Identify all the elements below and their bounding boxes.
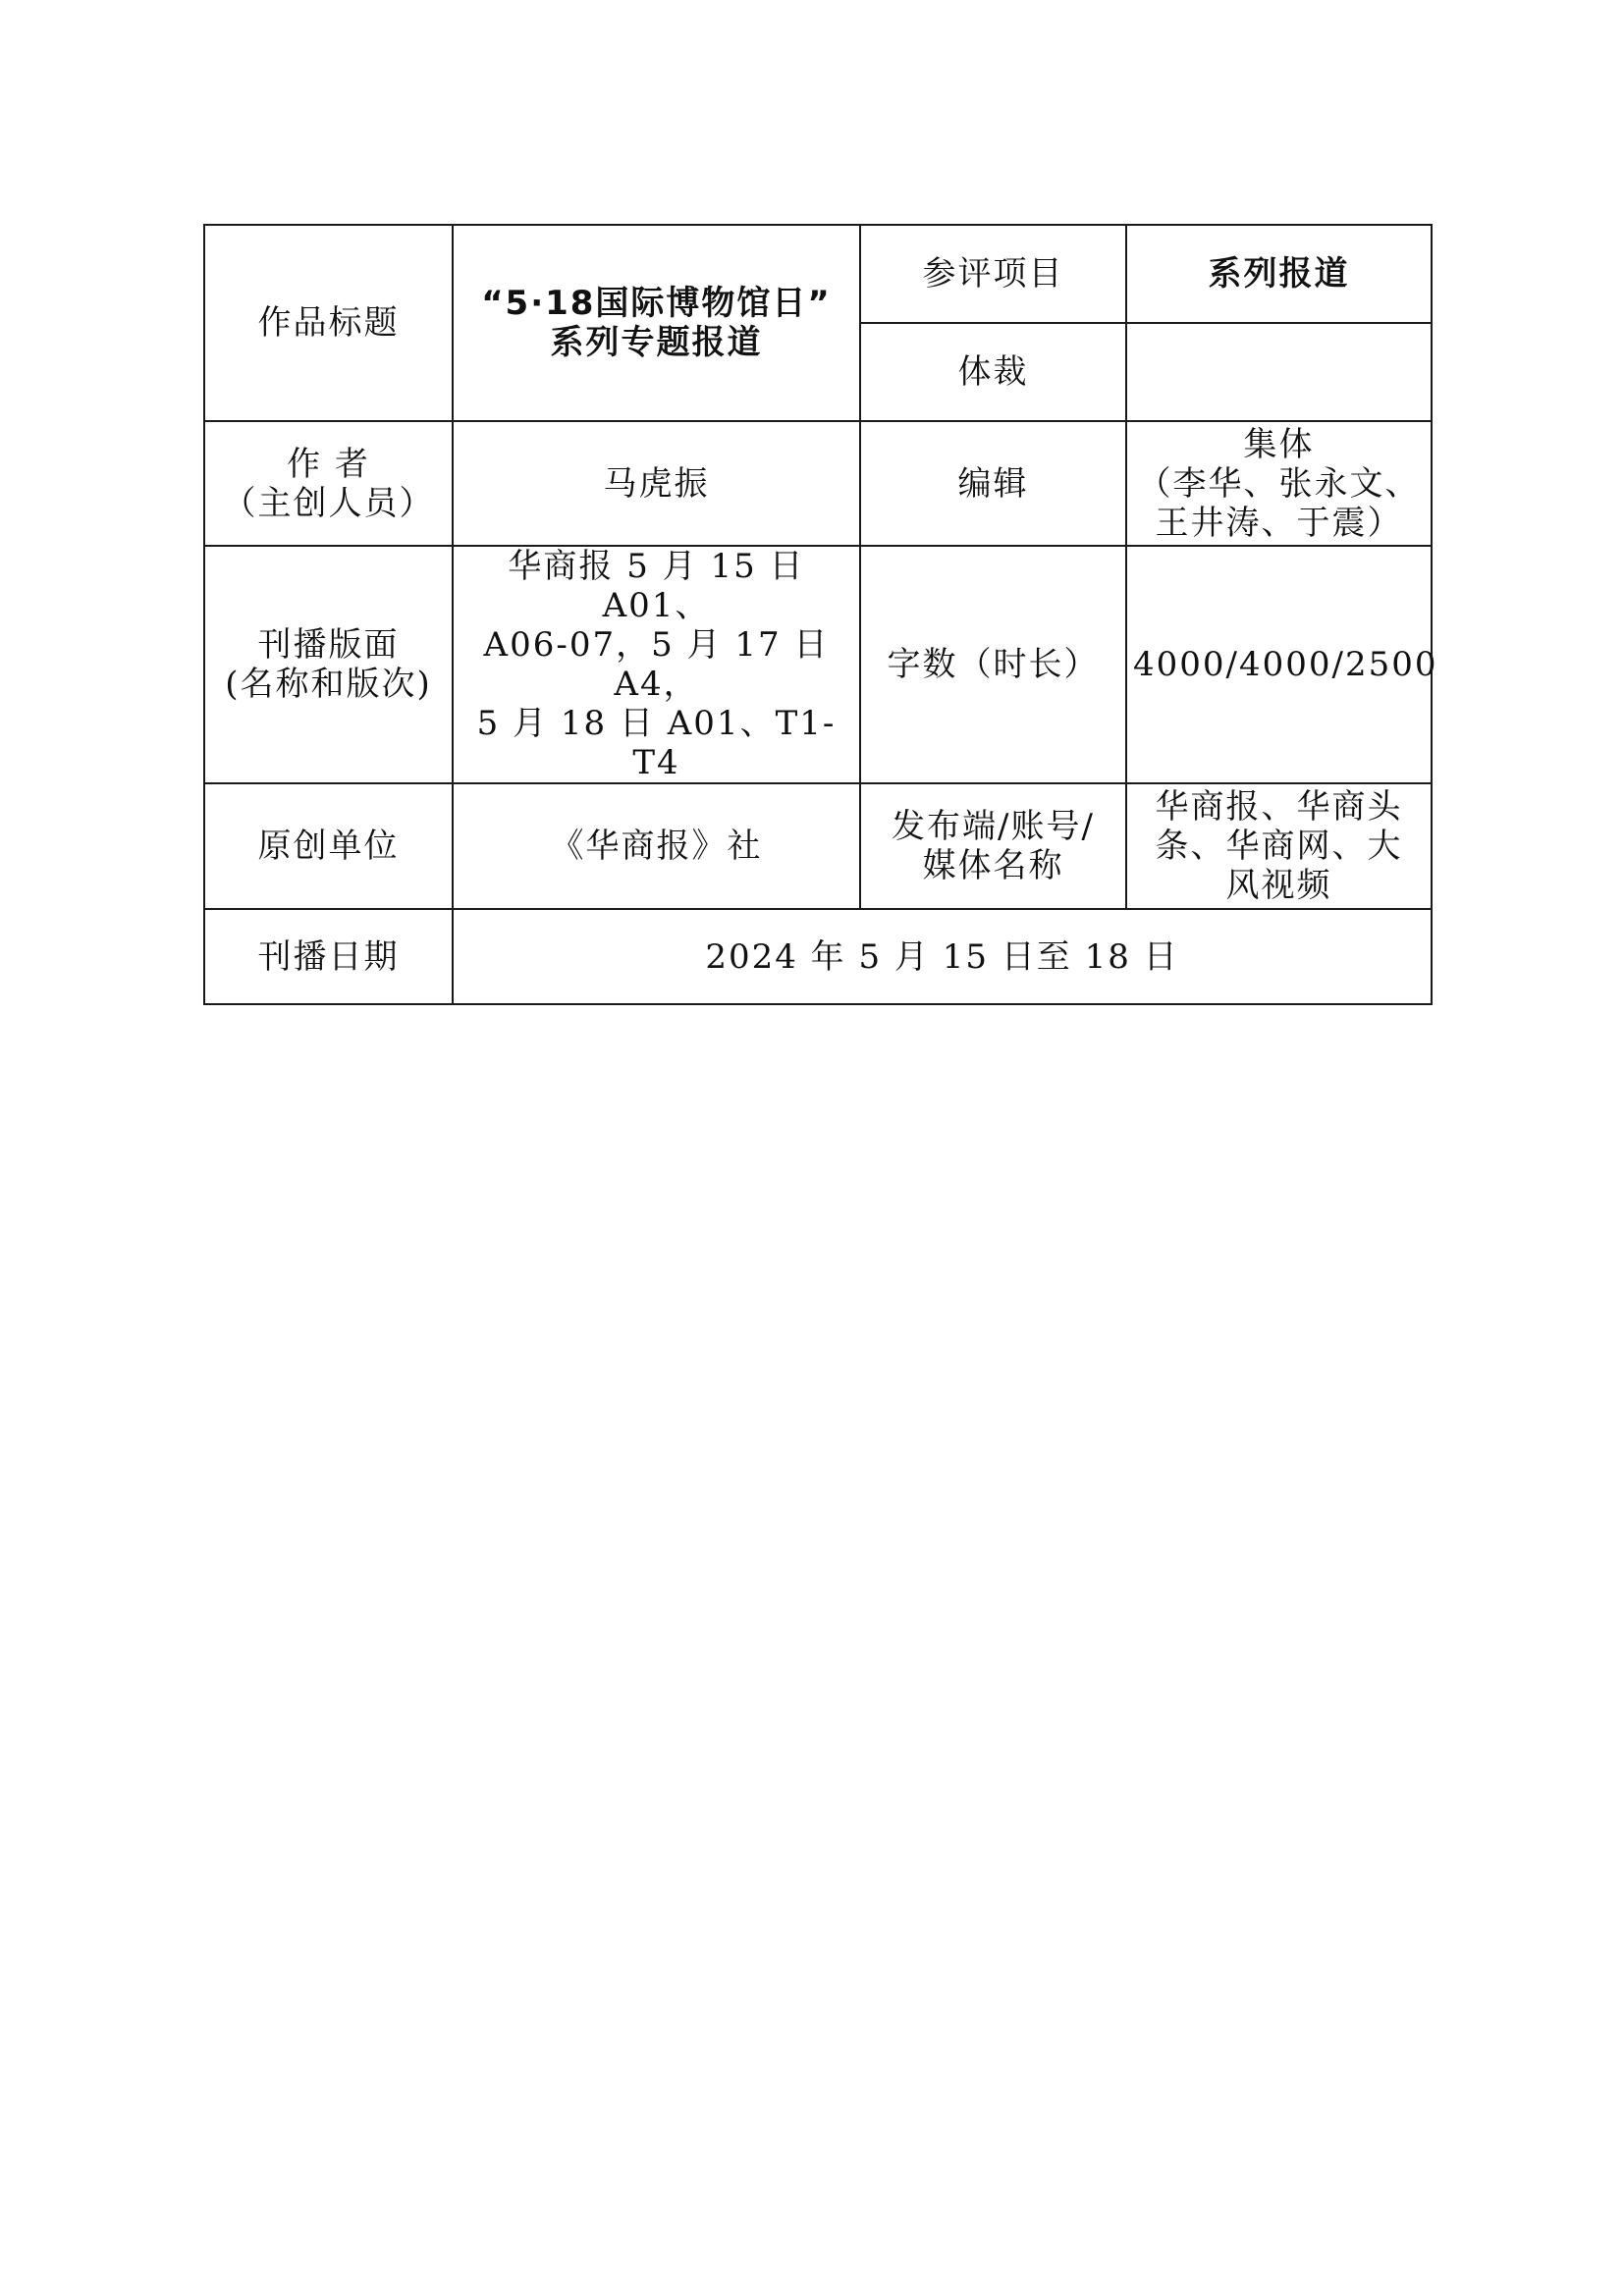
table-row bbox=[204, 909, 1432, 1004]
platform-label: 发布端/账号/ 媒体名称 bbox=[860, 783, 1126, 909]
project-value: 系列报道 bbox=[1126, 225, 1432, 323]
editor-label: 编辑 bbox=[860, 421, 1126, 546]
genre-value bbox=[1126, 323, 1432, 421]
layout-value: 华商报 5 月 15 日 A01、 A06-07，5 月 17 日 A4， 5 月 18 日 A01、T1-T4 bbox=[453, 546, 860, 783]
entry-form-table bbox=[203, 224, 1438, 1005]
author-label: 作 者 （主创人员） bbox=[204, 421, 453, 546]
author-value: 马虎振 bbox=[453, 421, 860, 546]
unit-label: 原创单位 bbox=[204, 783, 453, 909]
table-row bbox=[204, 225, 1432, 323]
unit-value: 《华商报》社 bbox=[453, 783, 860, 909]
title-label: 作品标题 bbox=[204, 225, 453, 421]
editor-value: 集体 （李华、张永文、 王井涛、于震） bbox=[1126, 421, 1432, 546]
platform-value: 华商报、华商头 条、华商网、大 风视频 bbox=[1126, 783, 1432, 909]
project-label: 参评项目 bbox=[860, 225, 1126, 323]
table-row bbox=[204, 783, 1432, 909]
date-label: 刊播日期 bbox=[204, 909, 453, 1004]
wordcount-label: 字数（时长） bbox=[860, 546, 1126, 783]
table-row bbox=[204, 421, 1432, 546]
date-value: 2024 年 5 月 15 日至 18 日 bbox=[453, 909, 1432, 1004]
wordcount-value: 4000/4000/2500 bbox=[1126, 546, 1432, 783]
layout-label: 刊播版面 (名称和版次) bbox=[204, 546, 453, 783]
genre-label: 体裁 bbox=[860, 323, 1126, 421]
table-row bbox=[204, 546, 1432, 783]
title-value: “5·18国际博物馆日” 系列专题报道 bbox=[453, 225, 860, 421]
